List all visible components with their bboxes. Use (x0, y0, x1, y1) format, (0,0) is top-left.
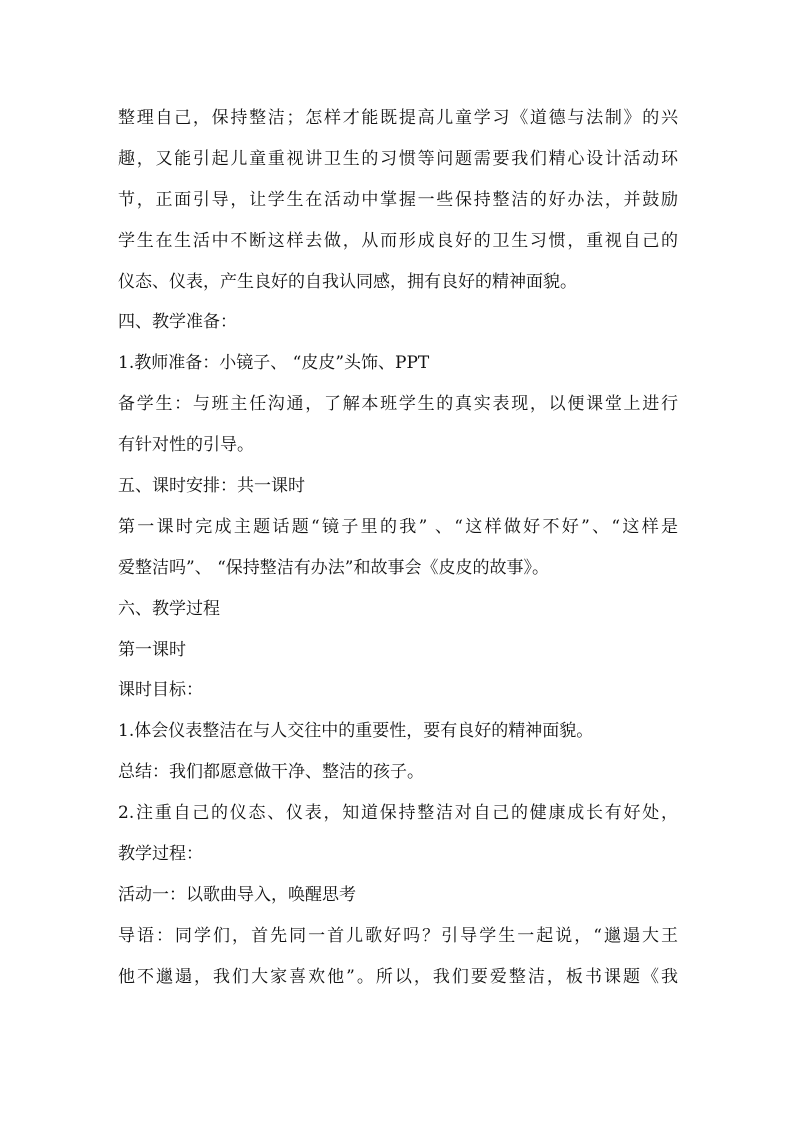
text-line: 节，正面引导，让学生在活动中掌握一些保持整洁的好办法，并鼓励 (118, 189, 678, 210)
text-line: 1.体会仪表整洁在与人交往中的重要性，要有良好的精神面貌。 (118, 721, 594, 742)
text-line: 导语：同学们，首先同一首儿歌好吗？引导学生一起说，“邋遢大王 (118, 925, 678, 946)
text-line: 爱整洁吗”、 “保持整洁有办法”和故事会《皮皮的故事》。 (118, 557, 549, 578)
text-line: 2.注重自己的仪态、仪表，知道保持整洁对自己的健康成长有好处， (118, 803, 678, 824)
text-line: 1.教师准备：小镜子、 “皮皮”头饰、PPT (118, 353, 430, 374)
text-line: 有针对性的引导。 (118, 435, 254, 456)
text-line: 他不邋遢，我们大家喜欢他”。所以，我们要爱整洁，板书课题《我 (118, 966, 678, 987)
text-line: 学生在生活中不断这样去做，从而形成良好的卫生习惯，重视自己的 (118, 230, 678, 251)
subheading: 第一课时 (118, 639, 186, 660)
subheading: 课时目标： (118, 680, 203, 701)
text-line: 活动一：以歌曲导入，唤醒思考 (118, 884, 356, 905)
subheading: 教学过程： (118, 844, 203, 865)
text-line: 备学生：与班主任沟通，了解本班学生的真实表现，以便课堂上进行 (118, 394, 678, 415)
text-line: 趣，又能引起儿童重视讲卫生的习惯等问题需要我们精心设计活动环 (118, 148, 678, 169)
text-line: 第一课时完成主题话题“镜子里的我” 、“这样做好不好”、“这样是 (118, 516, 678, 537)
text-line: 整理自己，保持整洁；怎样才能既提高儿童学习《道德与法制》的兴 (118, 108, 678, 128)
document-body (118, 98, 678, 998)
section-heading: 五、课时安排：共一课时 (118, 476, 305, 497)
section-heading: 六、教学过程 (118, 598, 220, 619)
text-line: 仪态、仪表，产生良好的自我认同感，拥有良好的精神面貌。 (118, 271, 577, 292)
section-heading: 四、教学准备： (118, 312, 237, 333)
text-line: 总结：我们都愿意做干净、整洁的孩子。 (118, 762, 424, 783)
